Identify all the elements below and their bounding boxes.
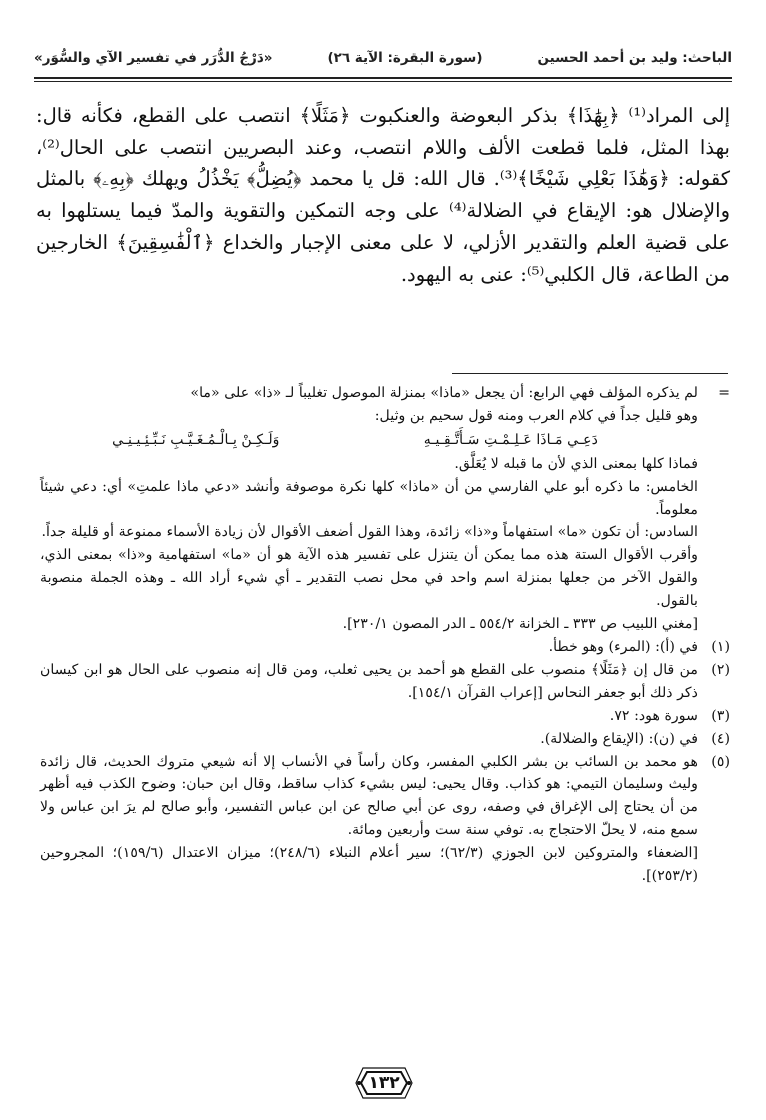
header-author: الباحث: وليد بن أحمد الحسين xyxy=(537,50,732,66)
footnote-text: من قال إن ﴿مَثَلًا﴾ منصوب على القطع هو أحمد بن يحيى ثعلب، ومن قال إنه منصوب على الحال هو ابن كيسان ذكر ذلك أبو جعفر النحاس [إعراب القرآن ١٥٤/١]. xyxy=(40,661,698,701)
footnote-continuation xyxy=(40,382,730,405)
footnote-references: [مغني اللبيب ص ٣٣٣ ـ الخزانة ٥٥٤/٢ ـ الدر المصون ٢٣٠/١]. xyxy=(342,616,698,633)
verse-hemistich: وَلَـكِـنْ بِـالْـمُـغَـيَّـبِ نَـبِّـئِـيـنِـي xyxy=(112,431,280,448)
header-book-title: «دَرْجُ الدُّرَر في تفسير الآي والسُّوَر» xyxy=(34,50,273,66)
poetry-verse xyxy=(40,429,730,452)
header-rule xyxy=(34,77,732,79)
footnote-text: سورة هود: ٧٢. xyxy=(609,707,698,724)
footnotes xyxy=(40,382,730,888)
footnote-text: السادس: أن تكون «ما» استفهاماً و«ذا» زائدة، وهذا القول أضعف الأقوال لأن زيادة الأسماء ممنوعة أو قليلة جداً. xyxy=(41,524,698,541)
footnote-item xyxy=(40,636,730,659)
footnote-text: وأقرب الأقوال الستة هذه مما يمكن أن يتنزل على تفسير هذه الآية هو أن «ما» استفهامية و«ذا» بمعنى الذي، والقول الآخر من جعلها بمنزلة اسم واحد في محل نصب التقدير ـ أي شيء أراد الله ـ وهذه الجملة منصوبة بالقول. xyxy=(40,547,698,610)
running-header xyxy=(34,44,732,72)
footnote-number: (٤) xyxy=(711,730,730,747)
footnote-item xyxy=(40,659,730,705)
footnote-text: فماذا كلها بمعنى الذي لأن ما قبله لا يُعَلَّق. xyxy=(454,455,698,472)
main-text xyxy=(36,100,730,290)
footnote-text: هو محمد بن السائب بن بشر الكلبي المفسر، وكان رأساً في الأنساب إلا أنه شيعي متروك الحديث، قال زائدة وليث وسليمان التيمي: هو كذاب. وقال يحيى: ليس بشيء كذاب ساقط، وقال ابن حبان: وضوح الكذب فيه أظهر من أن يحتاج إلى الإغراق في وصفه، روى عن أبي صالح عن ابن عباس التفسير، وأبو صالح لم يرَ ابن عباس ولا سمع منه، لا يحلّ الاحتجاج به. توفي سنة ست وأربعين ومائة. xyxy=(40,753,698,839)
footnote-text: لم يذكره المؤلف فهي الرابع: أن يجعل «ماذا» بمنزلة الموصول تغليباً لـ «ذا» على «ما» xyxy=(190,385,698,401)
continuation-marker: = xyxy=(718,385,730,401)
verse-hemistich: دَعِـي مَـاذَا عَـلِـمْـتِ سَـأَتَّـقِـيـهِ xyxy=(423,431,598,448)
footnote-text: في (أ): (المرء) وهو خطأ. xyxy=(548,638,698,655)
footnote-text: وهو قليل جداً في كلام العرب ومنه قول سحيم بن وثيل: xyxy=(374,407,698,424)
footnote-text: في (ن): (الإيقاع والضلالة). xyxy=(540,730,698,747)
footnote-item xyxy=(40,751,730,843)
footnote-separator xyxy=(452,373,728,374)
footnote-number: (١) xyxy=(711,638,730,655)
footnote-item xyxy=(40,705,730,728)
footnote-text: الخامس: ما ذكره أبو علي الفارسي من أن «ماذا» كلها نكرة موصوفة وأنشد «دعي ماذا علمتِ» أي: دعي شيئاً معلوماً. xyxy=(40,478,698,518)
footnote-number: (٥) xyxy=(711,753,730,770)
main-paragraph: إلى المراد⁽¹⁾ ﴿بِهَٰذَا﴾ بذكر البعوضة والعنكبوت ﴿مَثَلًا﴾ انتصب على القطع، فكأنه قال: بهذا المثل، فلما قطعت الألف واللام انتصب، وعند البصريين انتصب على الحال⁽²⁾، كقوله: ﴿وَهَٰذَا بَعْلِي شَيْخًا﴾⁽³⁾. قال الله: قل يا محمد ﴿يُضِلُّ﴾ يَخْذُلُ ويهلك ﴿بِهِۦ﴾ بالمثل والإضلال هو: الإيقاع في الضلالة⁽⁴⁾ على وجه التمكين والتقوية والمدّ فيما يستلهوا به على قضية العلم والتقدير الأزلي، لا على معنى الإجبار والخداع ﴿ٱلْفَٰسِقِينَ﴾ الخارجين من الطاعة، قال الكلبي⁽⁵⁾: عنى به اليهود. xyxy=(36,104,731,286)
footnote-number: (٣) xyxy=(711,707,730,724)
footnote-number: (٢) xyxy=(711,661,730,678)
footnote-item xyxy=(40,728,730,751)
header-rule-thin xyxy=(34,81,732,82)
page-number: ١٣٢ xyxy=(368,1073,400,1093)
header-surah: (سورة البقرة: الآية ٢٦) xyxy=(327,50,483,66)
footnote-references: [الضعفاء والمتروكين لابن الجوزي (٦٢/٣)؛ سير أعلام النبلاء (٢٤٨/٦)؛ ميزان الاعتدال (١٥٩/٦)؛ المجروحين (٢٥٣/٢)]. xyxy=(40,845,698,885)
